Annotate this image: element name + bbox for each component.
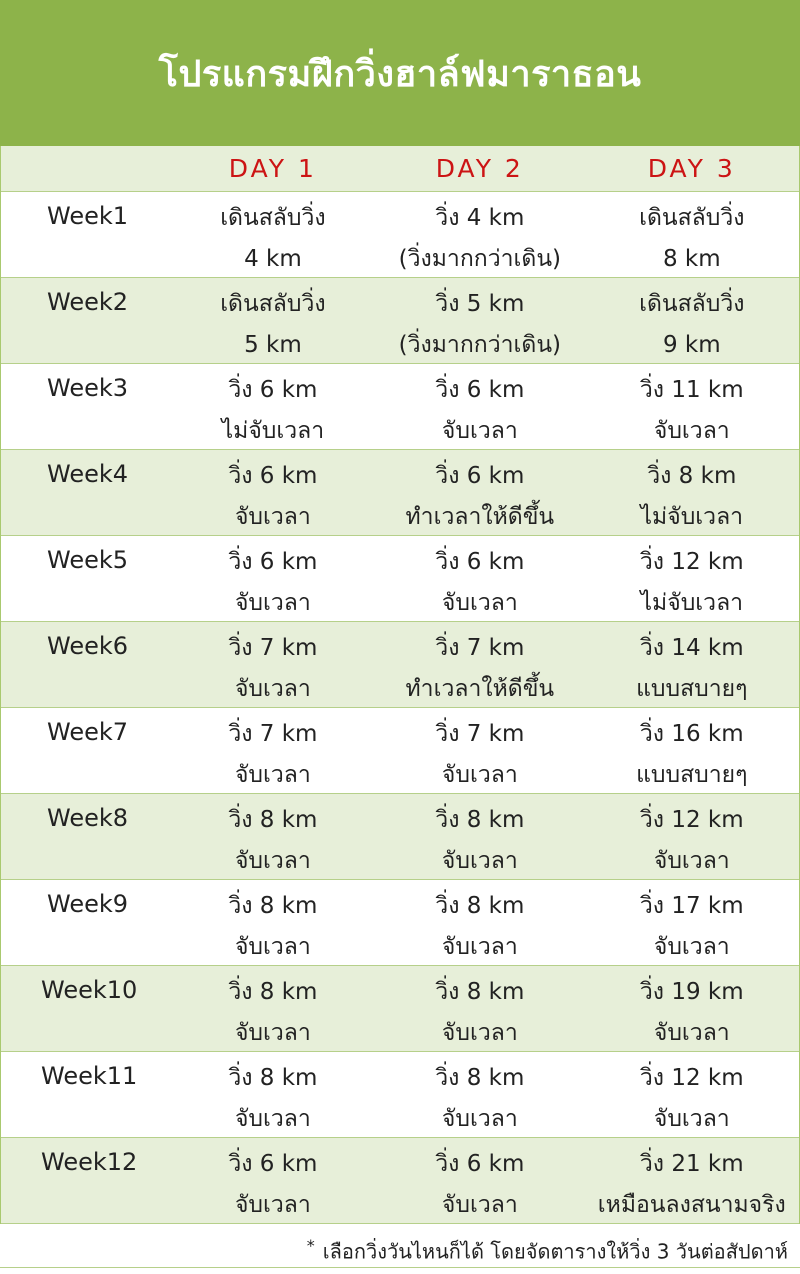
workout-note: จับเวลา (653, 934, 730, 960)
workout-line: วิ่ง 6 km (228, 1151, 318, 1177)
workout-line: วิ่ง 8 km (228, 1065, 318, 1091)
day1-cell (171, 708, 375, 793)
week-label: Week9 (47, 890, 129, 918)
workout-note: (วิ่งมากกว่าเดิน) (398, 246, 562, 272)
workout-line: วิ่ง 8 km (228, 979, 318, 1005)
workout-note: จับเวลา (234, 1192, 311, 1218)
week-label: Week6 (47, 632, 129, 660)
day3-cell (585, 794, 799, 879)
day3-cell (585, 536, 799, 621)
day3-cell (585, 278, 799, 363)
page-title: โปรแกรมฝึกวิ่งฮาล์ฟมาราธอน (158, 53, 642, 95)
workout-line: วิ่ง 6 km (228, 377, 318, 403)
day3-cell (585, 364, 799, 449)
header-cell-day3: DAY 3 (647, 154, 736, 183)
table-row (1, 278, 799, 364)
workout-line: วิ่ง 7 km (435, 721, 525, 747)
workout-line: วิ่ง 14 km (639, 635, 744, 661)
workout-note: จับเวลา (441, 1106, 518, 1132)
workout-line: วิ่ง 6 km (228, 549, 318, 575)
footnote (0, 1224, 800, 1268)
workout-note: ไม่จับเวลา (640, 504, 744, 530)
workout-note: ทำเวลาให้ดีขึ้น (405, 504, 555, 530)
day1-cell (171, 966, 375, 1051)
table-row (1, 536, 799, 622)
workout-note: จับเวลา (441, 762, 518, 788)
table-row (1, 1052, 799, 1138)
week-label: Week1 (47, 202, 129, 230)
day2-cell (375, 708, 584, 793)
day1-cell (171, 364, 375, 449)
workout-line: วิ่ง 6 km (435, 1151, 525, 1177)
day1-cell (171, 536, 375, 621)
workout-note: จับเวลา (441, 934, 518, 960)
workout-line: วิ่ง 6 km (228, 463, 318, 489)
header-cell-day2: DAY 2 (435, 154, 524, 183)
week-label: Week8 (47, 804, 129, 832)
workout-note: จับเวลา (441, 590, 518, 616)
workout-line: วิ่ง 17 km (639, 893, 744, 919)
workout-line: วิ่ง 19 km (639, 979, 744, 1005)
workout-note: 5 km (244, 332, 302, 358)
workout-note: ไม่จับเวลา (221, 418, 325, 444)
workout-note: จับเวลา (653, 1020, 730, 1046)
table-row (1, 708, 799, 794)
workout-note: จับเวลา (441, 848, 518, 874)
workout-note: จับเวลา (234, 848, 311, 874)
workout-line: วิ่ง 7 km (228, 721, 318, 747)
title-banner (0, 0, 800, 146)
workout-line: วิ่ง 8 km (647, 463, 737, 489)
workout-line: วิ่ง 7 km (435, 635, 525, 661)
workout-note: จับเวลา (653, 1106, 730, 1132)
week-label: Week10 (41, 976, 138, 1004)
day1-cell (171, 192, 375, 277)
workout-note: 9 km (662, 332, 721, 358)
day2-cell (375, 278, 584, 363)
workout-line: เดินสลับวิ่ง (220, 205, 326, 231)
week-label: Week4 (47, 460, 129, 488)
table-row (1, 364, 799, 450)
day3-cell (585, 192, 799, 277)
workout-note: 4 km (244, 246, 302, 272)
workout-note: จับเวลา (234, 762, 311, 788)
day1-cell (171, 794, 375, 879)
table-row (1, 1138, 799, 1224)
week-label: Week5 (47, 546, 129, 574)
table-row (1, 622, 799, 708)
workout-line: วิ่ง 8 km (435, 979, 525, 1005)
workout-line: วิ่ง 6 km (435, 463, 525, 489)
day2-cell (375, 880, 584, 965)
week-rows (1, 192, 799, 1224)
day1-cell (171, 1138, 375, 1223)
day2-cell (375, 450, 584, 535)
workout-line: เดินสลับวิ่ง (639, 205, 745, 231)
workout-note: จับเวลา (441, 1192, 518, 1218)
workout-note: จับเวลา (653, 848, 730, 874)
day1-cell (171, 450, 375, 535)
workout-note: ไม่จับเวลา (640, 590, 744, 616)
day2-cell (375, 794, 584, 879)
day3-cell (585, 450, 799, 535)
workout-line: วิ่ง 6 km (435, 377, 525, 403)
workout-line: วิ่ง 6 km (435, 549, 525, 575)
workout-line: วิ่ง 8 km (435, 807, 525, 833)
workout-line: วิ่ง 7 km (228, 635, 318, 661)
workout-note: จับเวลา (441, 1020, 518, 1046)
training-table (0, 146, 800, 1224)
workout-note: (วิ่งมากกว่าเดิน) (398, 332, 562, 358)
table-row (1, 192, 799, 278)
day3-cell (585, 966, 799, 1051)
workout-note: จับเวลา (234, 676, 311, 702)
table-row (1, 794, 799, 880)
day3-cell (585, 880, 799, 965)
week-label: Week7 (47, 718, 129, 746)
workout-line: วิ่ง 12 km (639, 807, 744, 833)
workout-line: เดินสลับวิ่ง (220, 291, 326, 317)
workout-line: วิ่ง 8 km (228, 807, 318, 833)
day2-cell (375, 364, 584, 449)
workout-note: 8 km (662, 246, 721, 272)
workout-line: วิ่ง 8 km (435, 1065, 525, 1091)
workout-line: วิ่ง 4 km (435, 205, 525, 231)
workout-note: จับเวลา (234, 1020, 311, 1046)
week-label: Week3 (47, 374, 129, 402)
table-row (1, 450, 799, 536)
table-row (1, 880, 799, 966)
workout-line: วิ่ง 8 km (435, 893, 525, 919)
workout-line: วิ่ง 8 km (228, 893, 318, 919)
workout-line: เดินสลับวิ่ง (639, 291, 745, 317)
workout-line: วิ่ง 11 km (639, 377, 744, 403)
footnote-text: เลือกวิ่งวันไหนก็ได้ โดยจัดตารางให้วิ่ง 3 วันต่อสัปดาห์ (322, 1239, 788, 1264)
workout-note: แบบสบายๆ (636, 762, 748, 788)
workout-note: จับเวลา (234, 1106, 311, 1132)
day1-cell (171, 1052, 375, 1137)
day1-cell (171, 622, 375, 707)
day2-cell (375, 622, 584, 707)
week-label: Week2 (47, 288, 129, 316)
day3-cell (585, 622, 799, 707)
workout-line: วิ่ง 16 km (639, 721, 744, 747)
table-header-row (1, 146, 799, 192)
header-cell-day1: DAY 1 (228, 154, 317, 183)
day2-cell (375, 192, 584, 277)
workout-note: ทำเวลาให้ดีขึ้น (405, 676, 555, 702)
workout-note: จับเวลา (234, 934, 311, 960)
footnote-marker: * (306, 1236, 315, 1255)
week-label: Week11 (41, 1062, 138, 1090)
workout-note: แบบสบายๆ (636, 676, 748, 702)
workout-line: วิ่ง 12 km (639, 549, 744, 575)
week-label: Week12 (41, 1148, 138, 1176)
day3-cell (585, 1052, 799, 1137)
workout-note: เหมือนลงสนามจริง (597, 1192, 786, 1218)
workout-line: วิ่ง 5 km (435, 291, 525, 317)
workout-note: จับเวลา (653, 418, 730, 444)
workout-note: จับเวลา (234, 504, 311, 530)
workout-line: วิ่ง 21 km (639, 1151, 744, 1177)
day1-cell (171, 278, 375, 363)
table-row (1, 966, 799, 1052)
day3-cell (585, 1138, 799, 1223)
day1-cell (171, 880, 375, 965)
workout-note: จับเวลา (234, 590, 311, 616)
workout-note: จับเวลา (441, 418, 518, 444)
day2-cell (375, 1052, 584, 1137)
day3-cell (585, 708, 799, 793)
day2-cell (375, 536, 584, 621)
day2-cell (375, 1138, 584, 1223)
workout-line: วิ่ง 12 km (639, 1065, 744, 1091)
day2-cell (375, 966, 584, 1051)
